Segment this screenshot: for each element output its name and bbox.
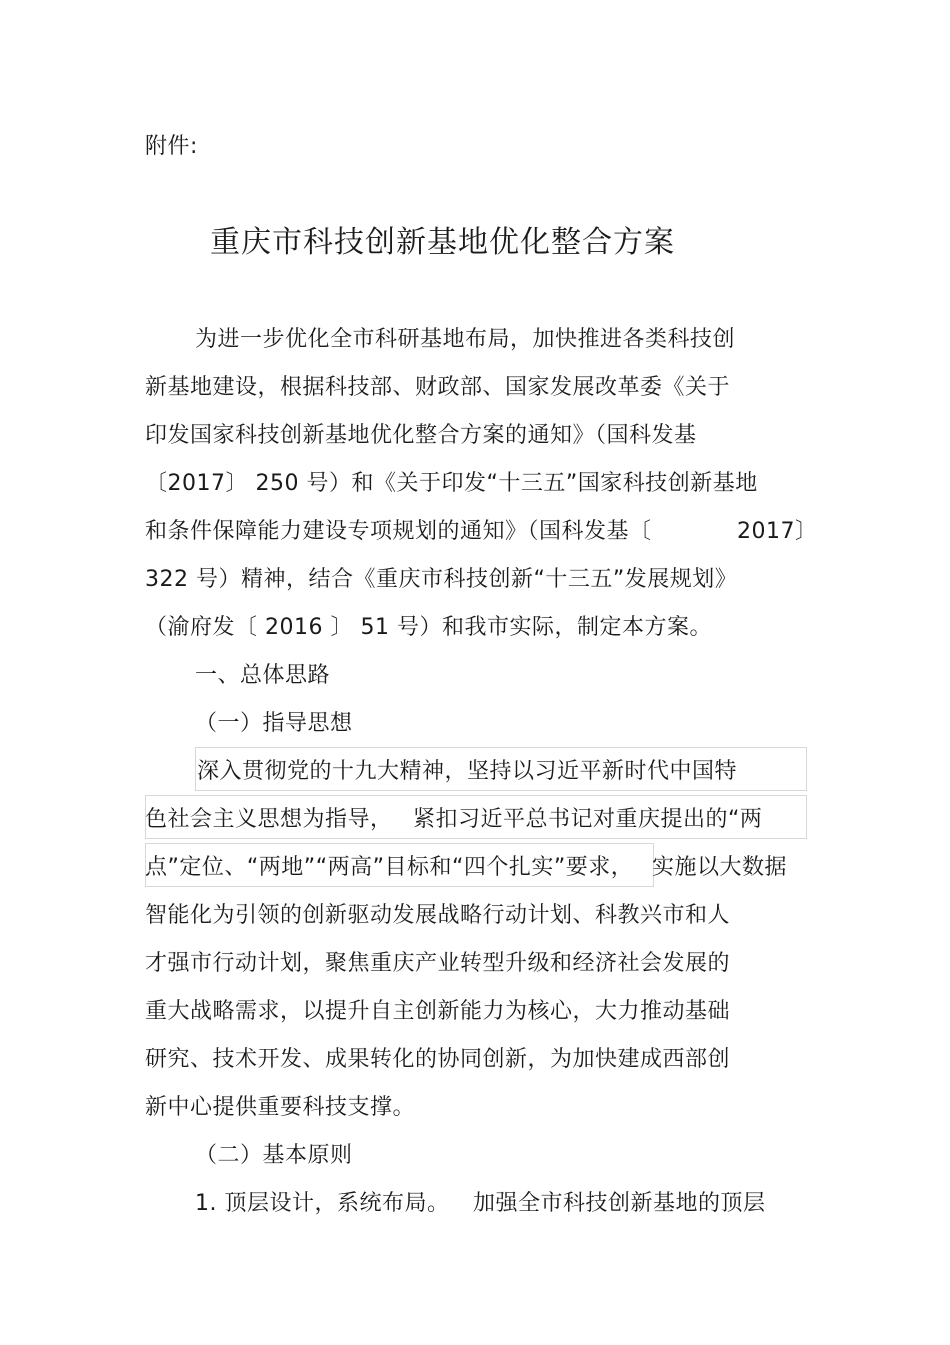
body-line-15: 新中心提供重要科技支撑。 <box>145 1095 416 1120</box>
body-line-6: 322 号）精神，结合《重庆市科技创新“十三五”发展规划》 <box>145 567 738 592</box>
body-line-10a: 点”定位、“两地”“两高”目标和“四个扎实”要求， <box>145 855 634 880</box>
section-heading-1: 一、总体思路 <box>195 663 331 688</box>
body-line-10b: 实施以大数据 <box>652 855 788 880</box>
principle-1-heading: 1. 顶层设计，系统布局。 <box>195 1191 450 1216</box>
body-line-4: 〔2017〕 250 号）和《关于印发“十三五”国家科技创新基地 <box>145 471 758 496</box>
attachment-label: 附件: <box>145 134 198 159</box>
body-line-12: 才强市行动计划，聚焦重庆产业转型升级和经济社会发展的 <box>145 951 731 976</box>
body-line-11: 智能化为引领的创新驱动发展战略行动计划、科教兴市和人 <box>145 903 731 928</box>
body-line-7: （渝府发〔 2016 〕 51 号）和我市实际，制定本方案。 <box>145 615 712 640</box>
principle-1-text: 加强全市科技创新基地的顶层 <box>473 1191 766 1216</box>
body-line-9a: 色社会主义思想为指导， <box>145 807 393 832</box>
body-line-13: 重大战略需求，以提升自主创新能力为核心，大力推动基础 <box>145 999 731 1024</box>
subsection-heading-2: （二）基本原则 <box>195 1143 353 1168</box>
body-line-9b: 紧扣习近平总书记对重庆提出的“两 <box>413 807 763 832</box>
body-line-2: 新基地建设，根据科技部、财政部、国家发展改革委《关于 <box>145 375 731 400</box>
document-title: 重庆市科技创新基地优化整合方案 <box>210 225 675 260</box>
body-line-14: 研究、技术开发、成果转化的协同创新，为加快建成西部创 <box>145 1047 731 1072</box>
body-line-3: 印发国家科技创新基地优化整合方案的通知》（国科发基 <box>145 423 697 448</box>
body-line-5-year: 2017〕 <box>737 519 818 544</box>
subsection-heading-1: （一）指导思想 <box>195 711 353 736</box>
body-line-5: 和条件保障能力建设专项规划的通知》（国科发基〔 <box>145 519 652 544</box>
body-line-8: 深入贯彻党的十九大精神，坚持以习近平新时代中国特 <box>197 759 738 784</box>
body-line-1: 为进一步优化全市科研基地布局，加快推进各类科技创 <box>195 327 736 352</box>
